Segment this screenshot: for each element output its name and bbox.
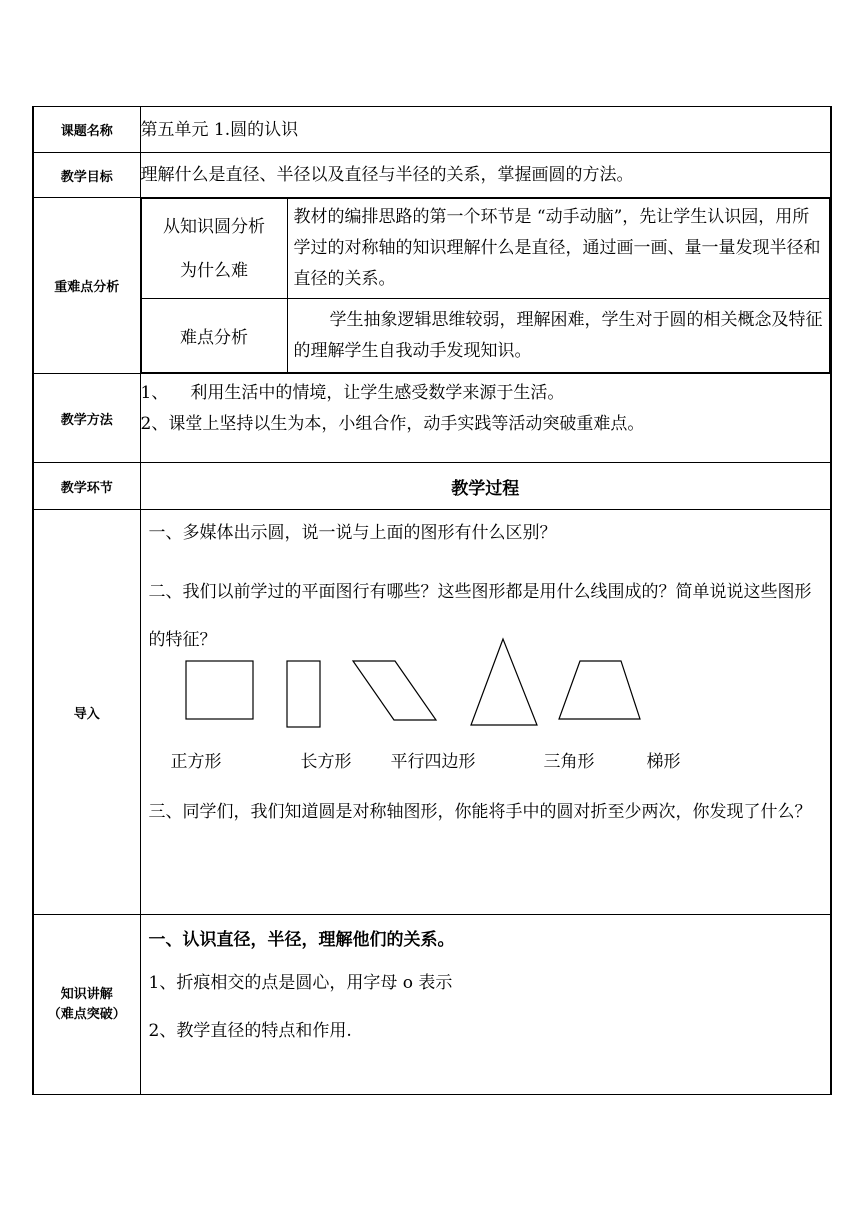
difficulty-subtable: [141, 198, 831, 373]
lesson-plan-table: [32, 106, 832, 1095]
knowledge-analysis-label-line2: 为什么难: [180, 260, 248, 281]
triangle-shape: [471, 639, 537, 725]
knowledge-content: [140, 915, 831, 1095]
difficulty-analysis-text: 学生抽象逻辑思维较弱，理解困难，学生对于圆的相关概念及特征的理解学生自我动手发现知识。: [287, 299, 830, 373]
label-method: 教学方法: [33, 374, 140, 463]
difficulty-analysis-label: 难点分析: [141, 299, 287, 373]
square-shape: [186, 661, 253, 719]
label-triangle: 三角形: [543, 752, 595, 772]
label-intro: 导入: [33, 510, 140, 915]
label-title: 课题名称: [33, 107, 140, 153]
label-knowledge-line2: （难点突破）: [47, 1006, 126, 1022]
method-line-2: 2、课堂上坚持以生为本，小组合作，动手实践等活动突破重难点。: [140, 414, 645, 434]
label-knowledge-line1: 知识讲解: [60, 986, 113, 1002]
method-line-1-text: 利用生活中的情境，让学生感受数学来源于生活。: [190, 383, 565, 403]
label-goal: 教学目标: [33, 153, 140, 198]
lesson-title: 第五单元 1.圆的认识: [140, 107, 831, 153]
label-square: 正方形: [170, 752, 222, 772]
knowledge-analysis-text: 教材的编排思路的第一个环节是 “动手动脑”，先让学生认识园，用所学过的对称轴的知识理解什么是直径，通过画一画、量一量发现半径和直径的关系。: [287, 199, 830, 299]
method-text: [140, 374, 831, 463]
goal-text: 理解什么是直径、半径以及直径与半径的关系，掌握画圆的方法。: [140, 153, 831, 198]
label-knowledge: [33, 915, 140, 1095]
row-goal: [33, 153, 831, 198]
label-rectangle: 长方形: [300, 752, 352, 772]
intro-p1: 一、多媒体出示圆，说一说与上面的图形有什么区别？: [148, 523, 557, 543]
row-intro: [33, 510, 831, 915]
label-parallelogram: 平行四边形: [390, 752, 476, 772]
row-difficulty: [33, 198, 831, 374]
row-title: [33, 107, 831, 153]
knowledge-heading: 一、认识直径，半径，理解他们的关系。: [148, 930, 455, 950]
label-stage: 教学环节: [33, 463, 140, 510]
row-stage: [33, 463, 831, 510]
method-line-1-number: 1、: [140, 383, 169, 403]
knowledge-item-1: 1、折痕相交的点是圆心，用字母 o 表示: [148, 973, 453, 993]
intro-content: [140, 510, 831, 915]
shapes-figure: [141, 510, 831, 915]
knowledge-analysis-label: [141, 199, 287, 299]
rectangle-shape: [287, 661, 320, 727]
row-knowledge: [33, 915, 831, 1095]
intro-p2: 二、我们以前学过的平面图行有哪些？这些图形都是用什么线围成的？简单说说这些图形的特征？: [148, 582, 812, 650]
process-heading: 教学过程: [140, 463, 831, 510]
label-trapezoid: 梯形: [646, 752, 681, 772]
row-method: [33, 374, 831, 463]
trapezoid-shape: [559, 661, 640, 719]
parallelogram-shape: [353, 661, 436, 720]
method-line-1: [141, 378, 831, 409]
label-difficulty: 重难点分析: [33, 198, 140, 374]
knowledge-analysis-label-line1: 从知识圆分析: [163, 216, 265, 237]
intro-p3: 三、同学们，我们知道圆是对称轴图形，你能将手中的圆对折至少两次，你发现了什么？: [148, 802, 812, 822]
knowledge-item-2: 2、教学直径的特点和作用.: [148, 1021, 352, 1041]
